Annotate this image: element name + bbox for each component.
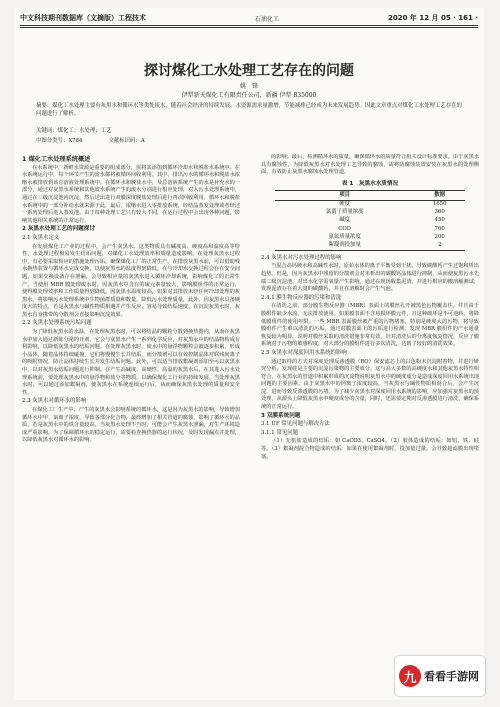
issue-info: 2020 年 12 月 05 · 161 · [388, 14, 478, 22]
table-cell-value: 1650 [432, 201, 447, 208]
right-column-bottom [261, 255, 479, 461]
table-header-item: 项目 [275, 191, 414, 200]
clc-number: 中图分类号：X784 [36, 138, 83, 144]
subsection-heading: 2.3 灰黑水对循环水的影响 [22, 398, 87, 405]
subsection-heading: 2.2 灰黑水处理系统污垢问题 [22, 320, 92, 327]
subsection-heading: 3.1 UF 常见问题与解决方法 [261, 421, 330, 428]
author-affiliation: 伊犁新天煤化工有限责任公司，新疆 伊犁 835000 [181, 92, 317, 99]
paragraph: （1）无机盐造成的结垢：如 CaCO3、CaSO4。（2）胶体造成的结垢：如铝、铁、硅等。（3）絮凝剂混合物造成的结垢：如果在使用絮凝剂时，投加量过量，会导致超滤膜出现堵塞。 [261, 438, 479, 460]
paragraph: 当混合高钙硬水和高碱性水时，原始水体的离子平衡受到干扰，导致碳酸钙产生过饱和析出趋势。但是，因为灰黑水中残留的分散剂会对未析出的碳酸钙晶体进行抑制，从而使灰黑污水先端二级沉淀池，对出水化学需氧量产生影响，通过在现场收集泥渣，并进行相应的酸溶解测试，发现泥渣存在着大量的碳酸钙，并且在溶解时会产生气泡。 [261, 263, 479, 293]
subsection-heading: 2.4.1 膜生物反应器的污堵和清洗 [261, 294, 342, 301]
document-page [14, 8, 484, 700]
table-caption: 表 1 灰黑水水质情况 [341, 180, 399, 187]
table-row [275, 225, 465, 233]
header-rule-thin [20, 27, 478, 28]
subsection-heading: 2.4 灰黑水对污水处理过程的影响 [261, 254, 342, 261]
table-cell-item: 絮凝剂投加量 [275, 242, 414, 251]
paragraph: 通过取样的方式对深度处理反渗透膜（RO）保安滤芯上的白色粉末沉淀附着物，并进行研究分析，发现硅是主要的沉淀污染物的主要成分，这与高大多数的高硬度水和其他灰黑水特性相符合，在灰黑水的管道中积累形成的沉淀物说明灰黑水中的硬度成分是造成深度回用水系统出现问题的主要因素。由于灰黑水中的钙离子浓度较高，当灰黑水与碱性物质相混合后，会产生沉淀，进而导致反渗透膜的污堵。为了减少灰黑水对深度回用水系统的影响，应加强对灰黑水的预处理，从源头上降低灰黑水中硬度成分的含量，同时，还需要定期对反渗透膜进行清洗，确保系统的正常运行。 [261, 358, 479, 411]
table-row [275, 217, 465, 225]
table-cell-value: 450 [434, 217, 445, 224]
section-name: 石油化工 [255, 15, 280, 23]
classification-line [36, 136, 462, 144]
table-cell-value: 360 [434, 209, 445, 216]
paragraph: 在发展煤化工产业的过程中，会产生灰黑水。这类物质具有碱度高、硬度高和温度高等特性，水处理过程极易发生结垢问题，对煤化工水处理效率和质量造成影响。在处理灰黑水过程中，有必要采取相应的措施处理污垢，确保煤化工厂的正常生产。在排放灰黑水前，可以借助残水换热装置与循环水完成交换，以使灰黑水的温度得到降低，在与冷却水交换过程会存在安全问题，如果交换设备存在泄漏，会导致相应量的灰黑水进入循环冷却系统，影响煤化工的正常生产，当使用 MBR 膜处理废水时，因灰黑水中含有的硫元素量较大，影响膜组件的正常运行，使得膜处理效率和工作质量得到降低。因灰黑水温度较高，如果对其排放未经任何冷却处理的灰黑水，将影响污水处理系统中生物菌群质量和数量，降低污水处理质量，此外，因灰黑水具备硬度大的特点，若是灰黑水与碱性物质相遇并产生反应，容易导致结垢速度，在沉淀灰黑水时，灰黑水自身携带的分散剂会直接影响沉淀效果。 [22, 243, 240, 318]
subsection-heading: 3.1.1 常见问题 [261, 429, 298, 436]
table-row [275, 200, 465, 209]
article-title: 探讨煤化工水处理工艺存在的问题 [144, 63, 354, 79]
table-row [275, 233, 465, 241]
watermark-logo-icon: 九 [399, 665, 421, 687]
table-cell-item: COD [338, 225, 352, 232]
table-cell-value: 2 [414, 242, 465, 251]
paragraph: 在水系统中，新鲜水资源是重要的组成部分，需将其添加到循环冷却水和脱盐水系统中。在水系统运行中，每个环节产生的废水都将被循环回收利用。其中，排出污水的循环水和脱盐水浓缩水被排放到该总溶液处理系统中。在循环水和脱盐水中，及总溶液系统产生的水是补充水的一部分，通过对灰黑水系统和其他废水系统产生的废水分别进行相应处理，对入污水处理系统中，通过在三级沉淀池内沉淀，然后送出进行双膜深度脱盐处理后进行再次回收利用，循环水和脱盐水系统中的一部分补给水就来源于此，最后，浓缩水进入零排放系统，经结晶蒸发处理或者经过一系列处理后进入蒸发池。由于每种处理工艺只有较大不同，在运行过程中会出现各种问题，影响其他相关系统的正常运行。 [22, 164, 240, 224]
abstract: 摘要：煤化工水处理主要有灰黑水和循环水等类处废水，随着社会经济的持续发展，水资源需求量激增，节能减排已经成为未来发展趋势。因此文章重点对煤化工水处理工艺存在的问题进行了解析。 [36, 103, 462, 117]
journal-name: 中文科技期刊数据库（文摘版）工程技术 [20, 14, 146, 22]
table-cell-value: 760 [434, 225, 445, 232]
subsection-heading: 3 双膜系统问题 [261, 412, 301, 419]
author-name: 姚 锋 [239, 83, 258, 90]
table-cell-item: 氯离子质量浓度 [325, 209, 364, 216]
table-row [275, 242, 465, 251]
subsection-heading: 2.5 灰黑水对深度回用水系统的影响 [261, 349, 347, 356]
paragraph: 在煤化工厂生产中，产生的灰黑水会影响系统的循环水，这是因为灰黑水的影响，导致增加循环水中甲、氯离子浓度，导致各部分化合物，最终增加了相关管道的腐蚀，影响了循环水的品质，若是灰黑水中的铁含量较高，当灰黑水处理不当时，可能会产生灰黑水泄漏，对生产环境造成严重影响。为了保障循环水的稳定运行，需要检查换热器的运行状况，及时发现漏点并处理，以降低灰黑水对循环水的影响。 [22, 407, 240, 444]
water-quality-table [275, 190, 465, 250]
subsection-heading: 2 灰黑水处理工艺的问题探讨 [22, 226, 95, 233]
table-header-value: 数据 [414, 191, 465, 200]
document-code: 文献标识码：A [108, 138, 145, 144]
left-column [22, 154, 240, 445]
paragraph: 为了降低灰黑水的水温，在处理灰黑水时，可以将结晶的颗粒分散到换热器内，从而在灰黑水中加入通过新陈分泌的开剂，它会与灰黑水产生一系列化学反应，对灰黑水中的结晶物构成有利影响，以降低灰黑水的结垢问题。在处理灰黑水时，废水中的悬浮物颗粒会被逐步积累，形成小晶体，随着晶体持续碰撞，它们将慢慢生长并结垢，而分散剂可以有效控制晶体对联线间离子的吸附情况，防止晶体持续生长并发生结垢问题。此外，可以适当排放絮凝剂添加至可以灰黑水中，以对灰黑水结垢问题进行抑制。在产生高碱度、高硬性、高温的灰黑水后，在其进入污水处理系统前，要处理灰黑水中的悬浮物和盐分等物质，以确保煤化工行业的持续发展。当处理灰黑水时，可以通过添加絮凝剂，使灰黑水在系统连续运行后，从而确保灰黑水处理的质量和安全性。 [22, 329, 240, 396]
paragraph: 的影响；最后，检测循环水的质量，确保循环水的质量符合相关设计标准要求。由于灰黑水具有腐蚀性，为降低灰黑水对水处理工艺导致的腐蚀，需将防腐蚀装置安装在灰黑水的处理侧面，有效防止灰黑水腐蚀水处理管道。 [261, 154, 479, 176]
table-cell-item: 硬度 [339, 201, 351, 208]
table-cell-item: 氨氮质量浓度 [328, 233, 361, 240]
table-body [275, 200, 465, 250]
table-row [275, 209, 465, 217]
table-cell-value: 200 [434, 233, 445, 240]
right-column-top [261, 154, 479, 177]
site-watermark [395, 656, 485, 696]
table-cell-item: 碱度 [339, 217, 351, 224]
right-column [261, 154, 479, 461]
keywords: 关键词：煤化工；水处理；工艺 [36, 128, 112, 134]
subsection-heading: 2.1 灰黑水定义 [22, 234, 60, 241]
header-rule [20, 25, 478, 26]
section-heading: 1 煤化工水处理系统概述 [22, 156, 91, 163]
running-header [20, 12, 478, 24]
watermark-text: 看看手游网 [424, 670, 479, 683]
paragraph: 在清洗之前，部分膜生物反应器（MBR）表面上的膜丝孔开被黑色污物覆盖住，并且由于膜组件缺少水流，无法排放使用。如果膜表面不含易损坏膜元件，且这种破坏是不可逆转，将降低膜组件的使用年限。一些 MBR 表面膜丝被严重的污物堵塞，特别是硬度大的污物，将导致膜组件产生难以清洗的污垢。通过对膜表面上的污垢进行检测，发现 MBR 膜组件的产水通量恢复较为明显，说明对膜丝采取的清洗措施非常有效，针对清洗后的分离度恢复情况，反应了膜系统对于污物的敏感程度，对大部分的膜组件进行多次清洗，达到了较好的清洗效果。 [261, 303, 479, 348]
